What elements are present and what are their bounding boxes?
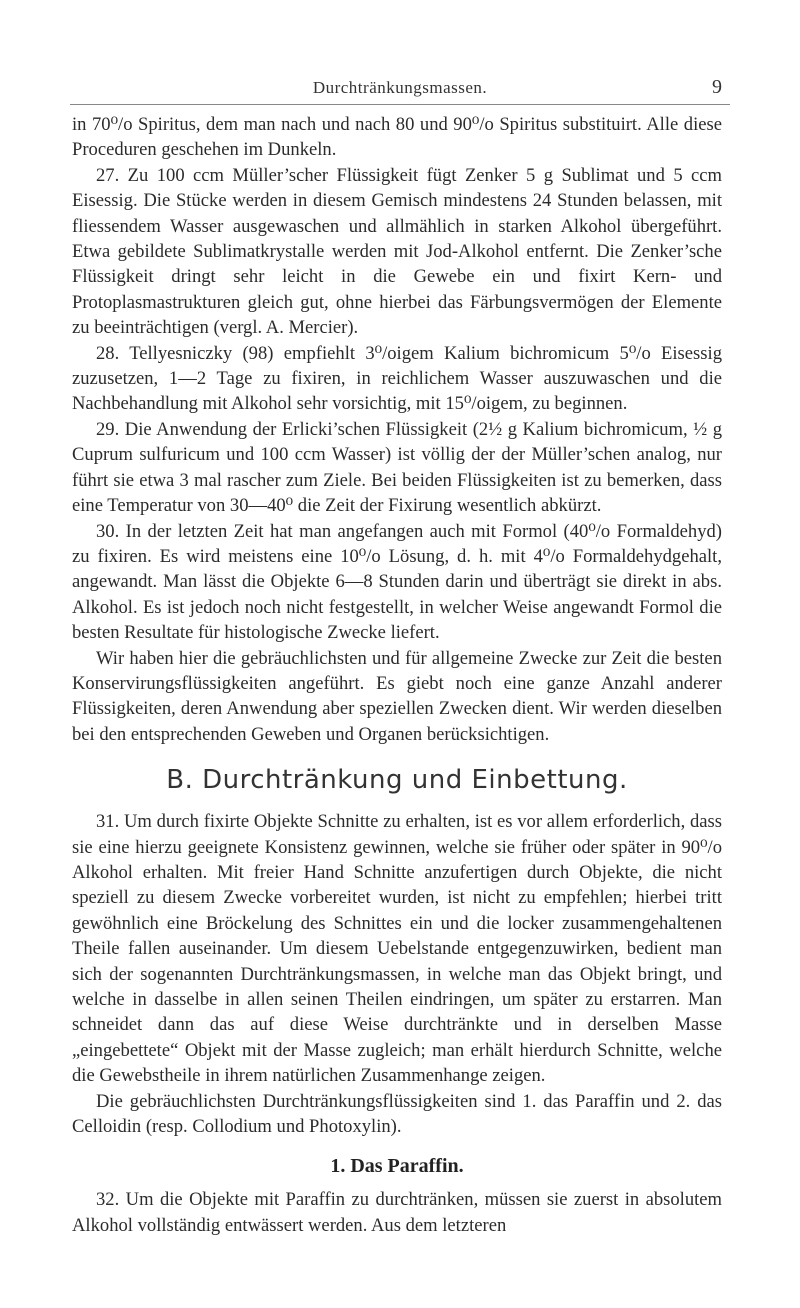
paragraph-32: 32. Um die Objekte mit Paraffin zu durchtränken, müssen sie zuerst in absolutem Alkohol vollständig entwässert werden. Aus dem letzteren — [72, 1189, 722, 1236]
paragraph-29: 29. Die Anwendung der Erlicki’schen Flüssigkeit (2½ g Kalium bichromicum, ½ g Cuprum sulfuricum und 100 ccm Wasser) ist völlig der der Müller’schen analog, nur führt sie etwa 3 mal rascher zum Ziele. Bei beiden Flüssigkeiten ist zu bemerken, dass eine Temperatur von 30—40⁰ die Zeit der Fixirung wesentlich abkürzt. — [72, 418, 722, 517]
paragraph-28: 28. Tellyesniczky (98) empfiehlt 3⁰/oigem Kalium bichromicum 5⁰/o Eisessig zuzusetzen, 1—2 Tage zu fixiren, in reichlichem Wasser auszuwaschen und die Nachbehandlung mit Alkohol sehr vorsichtig, mit 15⁰/oigem, zu beginnen. — [72, 342, 722, 415]
running-title: Durchtränkungsmassen. — [312, 78, 488, 97]
paragraph-summary: Wir haben hier die gebräuchlichsten und für allgemeine Zwecke zur Zeit die besten Konservirungsflüssigkeiten angeführt. Es giebt noch eine ganze Anzahl anderer Flüssigkeiten, deren Anwendung aber speziellen Zwecken dient. Wir werden dieselben bei den entsprechenden Geweben und Organen berücksichtigen. — [72, 647, 722, 745]
paragraph-intro: in 70⁰/o Spiritus, dem man nach und nach 80 und 90⁰/o Spiritus substituirt. Alle diese Proceduren geschehen im Dunkeln. — [72, 114, 722, 161]
body-text — [72, 112, 722, 1238]
section-heading-b: B. Durchtränkung und Einbettung. — [166, 765, 628, 796]
paragraph-27: 27. Zu 100 ccm Müller’scher Flüssigkeit fügt Zenker 5 g Sublimat und 5 ccm Eisessig. Die Stücke werden in diesem Gemisch mindestens 24 Stunden belassen, mit fliessendem Wasser ausgewaschen und allmählich in starken Alkohol übergeführt. Etwa gebildete Sublimatkrystalle werden mit Jod-Alkohol entfernt. Die Zenker’sche Flüssigkeit dringt sehr leicht in die Gewebe ein und fixirt Kern- und Protoplasmastrukturen gleich gut, ohne hierbei das Färbungsvermögen der Elemente zu beeinträchtigen (vergl. A. Mercier). — [72, 164, 722, 339]
paragraph-31: 31. Um durch fixirte Objekte Schnitte zu erhalten, ist es vor allem erforderlich, dass sie eine hierzu geeignete Konsistenz gewinnen, welche sie früher oder später in 90⁰/o Alkohol erhalten. Mit freier Hand Schnitte anzufertigen durch Objekte, die nicht speziell zu diesem Zwecke vorbereitet wurden, ist nicht zu empfehlen; hierbei tritt gewöhnlich eine Bröckelung des Schnittes ein und die locker zusammengehaltenen Theile fallen auseinander. Um diesem Uebelstande entgegenzuwirken, bedient man sich der sogenannten Durchtränkungsmassen, in welche man das Objekt bringt, und welche in dasselbe in allen seinen Theilen eindringen, um später zu erstarren. Man schneidet dann das auf diese Weise durchtränkte und in derselben Masse „eingebettete“ Objekt mit der Masse zugleich; man erhält hierdurch Schnitte, welche die Gewebstheile in ihrem natürlichen Zusammenhange zeigen. — [72, 811, 722, 1087]
header-rule — [70, 104, 730, 105]
running-header — [70, 78, 730, 102]
page-number: 9 — [712, 76, 722, 98]
subsection-heading-paraffin: 1. Das Paraffin. — [330, 1155, 464, 1178]
paragraph-massen: Die gebräuchlichsten Durchtränkungsflüssigkeiten sind 1. das Paraffin und 2. das Celloidin (resp. Collodium und Photoxylin). — [72, 1090, 722, 1138]
paragraph-30: 30. In der letzten Zeit hat man angefangen auch mit Formol (40⁰/o Formaldehyd) zu fixiren. Es wird meistens eine 10⁰/o Lösung, d. h. mit 4⁰/o Formaldehydgehalt, angewandt. Man lässt die Objekte 6—8 Stunden darin und überträgt sie direkt in abs. Alkohol. Es ist jedoch noch nicht festgestellt, in welcher Weise angewandt Formol die besten Resultate für histologische Zwecke liefert. — [72, 520, 722, 644]
